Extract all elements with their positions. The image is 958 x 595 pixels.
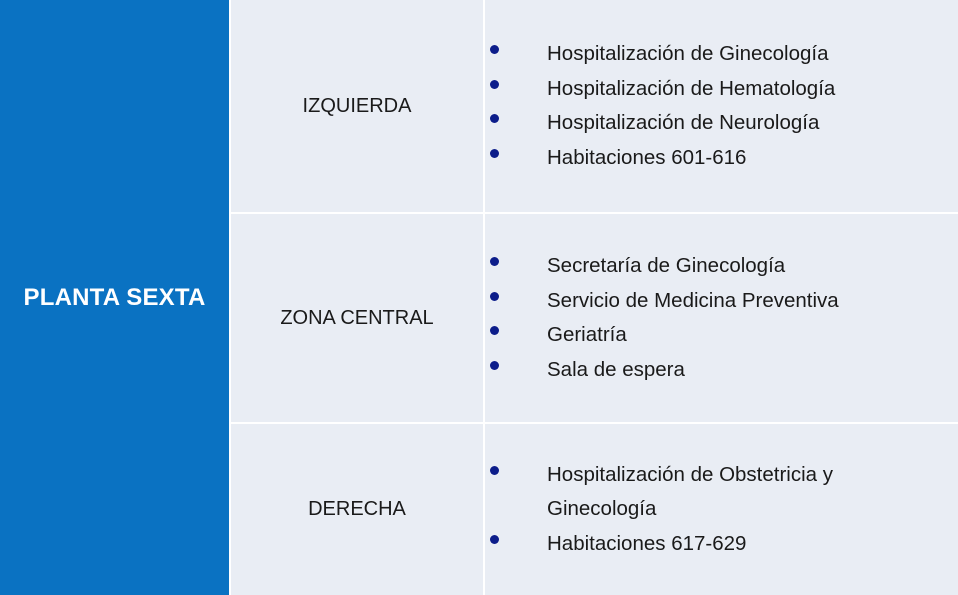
bullet-icon — [490, 466, 499, 475]
bullet-icon — [490, 535, 499, 544]
services-list — [485, 458, 937, 562]
zone-cell-derecha — [231, 424, 485, 595]
bullet-icon — [490, 326, 499, 335]
floor-header-cell — [0, 0, 231, 595]
list-item: Hospitalización de Neurología — [547, 106, 845, 141]
bullet-icon — [490, 149, 499, 158]
zone-label: DERECHA — [308, 498, 406, 520]
list-item: Habitaciones 601-616 — [547, 141, 845, 176]
services-list — [485, 249, 849, 387]
list-item: Hospitalización de Ginecología — [547, 37, 845, 72]
services-list — [485, 37, 845, 175]
bullet-icon — [490, 114, 499, 123]
zone-cell-izquierda — [231, 0, 485, 214]
list-item: Habitaciones 617-629 — [547, 527, 937, 562]
bullet-icon — [490, 257, 499, 266]
services-cell-zona-central — [485, 214, 958, 424]
bullet-icon — [490, 292, 499, 301]
bullet-icon — [490, 80, 499, 89]
bullet-icon — [490, 45, 499, 54]
list-item: Servicio de Medicina Preventiva — [547, 284, 849, 319]
zone-label: ZONA CENTRAL — [280, 306, 434, 329]
services-cell-derecha — [485, 424, 958, 595]
list-item: Hospitalización de Hematología — [547, 72, 845, 107]
bullet-icon — [490, 361, 499, 370]
zone-label: IZQUIERDA — [302, 94, 412, 117]
list-item: Geriatría — [547, 318, 849, 353]
services-cell-izquierda — [485, 0, 958, 214]
list-item: Hospitalización de Obstetricia y Ginecología — [547, 458, 937, 527]
floor-title: PLANTA SEXTA — [23, 283, 206, 311]
zone-cell-zona-central — [231, 214, 485, 424]
list-item: Secretaría de Ginecología — [547, 249, 849, 284]
list-item: Sala de espera — [547, 353, 849, 388]
